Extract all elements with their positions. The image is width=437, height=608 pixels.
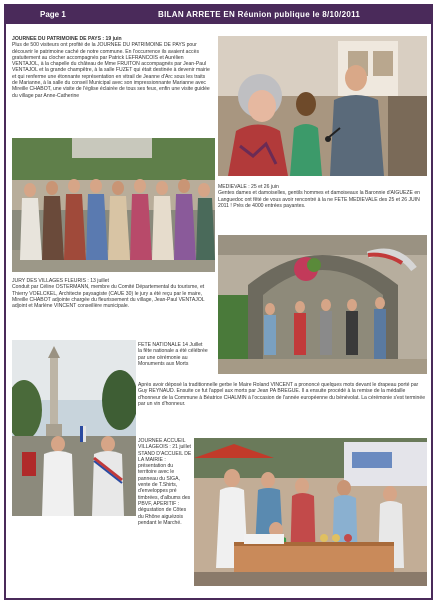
- jury-body: Conduit par Céline OSTERMANN, membre du Comité Départemental du tourisme, et Thierry VOELCKEL, Architecte paysagiste (CAUE 30) le jury a été reçu par le maire, Mireille CHABOT adjointe chargée du fleurissement du village, Jean-Paul VENTAJOL adjoint et Marlène VINCENT conseillère municipale.: [12, 284, 205, 310]
- patrimoine-article: [12, 36, 212, 99]
- jury-article: [12, 278, 215, 309]
- fete-intro: la fête nationale a été célébrée par une cérémonie au Monuments aux Morts: [138, 348, 208, 367]
- page-frame: [4, 4, 433, 600]
- photo-war-memorial: [12, 340, 136, 516]
- accueil-heading: JOURNEE ACCUEIL VILLAGEOIS : 21 juillet: [138, 438, 191, 451]
- photo-market-stand: [194, 438, 427, 586]
- patrimoine-heading: JOURNEE DU PATRIMOINE DE PAYS : 19 juin: [12, 36, 122, 42]
- photo-medieval-costumes: [12, 138, 215, 272]
- fete-article: [138, 342, 208, 367]
- page-header: [6, 6, 431, 24]
- accueil-body: STAND D'ACCUEIL DE LA MAIRIE : présentation du territoire avec le panneau du SIGA, vente de T.Shirts, d'enveloppes pré timbrées, d'albums des PBVF, APERITIF : dégustation de Côtes du Rhône aiguézois pendant le Marché.: [138, 450, 192, 526]
- photo-jury-archway: [218, 235, 427, 374]
- page-number: Page 1: [40, 10, 66, 19]
- fete-body: [138, 382, 427, 407]
- patrimoine-body: Plus de 500 visiteurs ont profité de la JOURNEE DU PATRIMOINE DE PAYS pour découvrir le patrimoine caché de notre commune. En l'occurrence ils avaient accès gratuitement au clocher accompagnés par Patrick LEFRANCOIS et Aurélien VENTAJOL, à la chapelle du château de Mme FRUITON accompagnés par Jean-Paul VENTAJOL et la grande champêtre, à la salle FUZET qui était destinée à devenir mairie et qui renferme une étonnante représentation en vitrail de Jeanne d'Arc sous les traits de Marianne, à la salle du conseil Municipal avec son impressionnante Marianne avec Mireille CHABOT, une visite de l'église éclairée de tous ses feux, enfin une visite guidée du village par Anne-Catherine: [12, 42, 210, 99]
- fete-heading: FETE NATIONALE 14 Juillet: [138, 342, 203, 348]
- page-title: BILAN ARRETE EN Réunion publique le 8/10/2011: [158, 10, 361, 19]
- accueil-article: [138, 438, 192, 526]
- photo-woman-microphone: [218, 36, 427, 176]
- fete-body-text: Après avoir déposé la traditionnelle gerbe le Maire Roland VINCENT a prononcé quelques mots devant le drapeau porté par Guy REYNAUD. Ensuite ce fut l'appel aux morts par Jean PA BREGUE. Il a ensuite procédé à la remise de la médaille d'honneur de la Commune à Béatrice CHALMIN à l'occasion de l'année européenne du bénévolat. La cérémonie s'est terminée par un vin d'honneur.: [138, 382, 426, 407]
- jury-heading: JURY DES VILLAGES FLEURIS : 13 juillet: [12, 278, 109, 284]
- medievale-heading: MEDIEVALE : 25 et 26 juin: [218, 184, 279, 190]
- medievale-body: Gentes dames et damoiselles, gentils hommes et damoiseaux la Baronnie d'AIGUEZE en Languedoc ont fêté de vous avoir rencontré à la ne FETE MEDIEVALE des 25 et 26 JUIN 2011 ! Près de 4000 entrées payantes.: [218, 190, 420, 209]
- medievale-article: [218, 184, 427, 209]
